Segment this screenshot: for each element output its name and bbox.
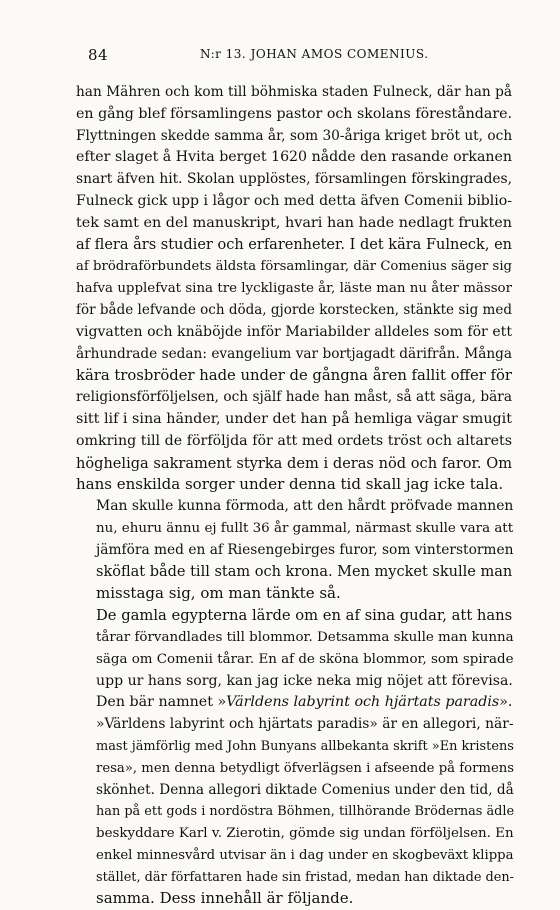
text-line: skönhet. Denna allegori diktade Comenius under den tid, då: [96, 781, 514, 798]
text-line: Man skulle kunna förmoda, att den hårdt pröfvade mannen: [96, 498, 514, 515]
text-line: af flera års studier och erfarenheter. I det kära Fulneck, en: [76, 236, 512, 253]
text-line: efter slaget å Hvita berget 1620 nådde den rasande orkanen: [76, 149, 512, 166]
text-line: tårar förvandlades till blommor. Detsamma skulle man kunna: [96, 629, 514, 645]
text-line: snart äfven hit. Skolan upplöstes, församlingen förskingrades,: [76, 171, 512, 188]
text-line: sitt lif i sina händer, under det han på hemliga vägar smugit: [76, 410, 512, 427]
text-line: århundrade sedan: evangelium var bortjagadt därifrån. Många: [76, 345, 512, 362]
body-text: [76, 82, 515, 910]
text-line: »Världens labyrint och hjärtats paradis» är en allegori, när-: [96, 716, 514, 733]
text-line: af brödraförbundets äldsta församlingar, där Comenius säger sig: [76, 259, 512, 275]
text-line: beskyddare Karl v. Zierotin, gömde sig undan förföljelsen. En: [96, 826, 514, 842]
text-line: resa», men denna betydligt öfverlägsen i afseende på formens: [96, 760, 515, 776]
text-line: samma. Dess innehåll är följande.: [96, 889, 354, 908]
text-line: hans enskilda sorger under denna tid skall jag icke tala.: [76, 475, 504, 494]
text-line: upp ur hans sorg, kan jag icke neka mig nöjet att förevisa.: [96, 672, 513, 689]
text-line: misstaga sig, om man tänkte så.: [96, 584, 341, 603]
text-line: Fulneck gick upp i lågor och med detta äfven Comenii biblio-: [76, 192, 512, 209]
text-line: tek samt en del manuskript, hvari han hade nedlagt frukten: [76, 214, 512, 231]
book-title-italic: Världens labyrint och hjärtats paradis: [226, 694, 500, 711]
text-line: omkring till de förföljda för att med ordets tröst och altarets: [76, 432, 512, 449]
text-line: vigvatten och knäböjde inför Mariabilder alldeles som för ett: [76, 323, 512, 340]
text-line: säga om Comenii tårar. En af de sköna blommor, som spirade: [96, 651, 514, 667]
page-header: [88, 46, 498, 66]
text-line: högheliga sakrament styrka dem i deras nöd och faror. Om: [76, 454, 512, 472]
paragraph-4: [76, 714, 515, 910]
text-line: mast jämförlig med John Bunyans allbekanta skrift »En kristens: [96, 738, 514, 754]
text-line: hafva upplefvat sina tre lyckligaste år, läste man nu åter mässor: [76, 281, 512, 297]
text-line: De gamla egypterna lärde om en af sina gudar, att hans: [96, 607, 513, 625]
text-line: enkel minnesvård utvisar än i dag under en skogbeväxt klippa: [96, 847, 514, 863]
text-line: kära trosbröder hade under de gångna åren fallit offer för: [76, 367, 512, 385]
text-segment: Den bär namnet »: [96, 694, 227, 711]
text-line: sköflat både till stam och krona. Men mycket skulle man: [96, 563, 513, 580]
text-line: [76, 692, 512, 714]
page-number: 84: [88, 46, 109, 64]
running-head: N:r 13. JOHAN AMOS COMENIUS.: [200, 47, 429, 61]
text-line: för både lefvande och döda, gjorde korstecken, stänkte sig med: [76, 301, 512, 318]
text-line: stället, där författaren hade sin fristad, medan han diktade den-: [96, 869, 515, 885]
text-line: Flyttningen skedde samma år, som 30-åriga kriget bröt ut, och: [76, 127, 513, 144]
paragraph-3: [76, 605, 512, 714]
text-segment: ».: [499, 694, 513, 711]
text-line: jämföra med en af Riesengebirges furor, som vinterstormen: [96, 541, 514, 558]
paragraph-1: [76, 82, 512, 496]
text-line: nu, ehuru ännu ej fullt 36 år gammal, närmast skulle vara att: [96, 520, 514, 536]
text-line: han Mähren och kom till böhmiska staden Fulneck, där han på: [76, 84, 512, 100]
text-line: en gång blef församlingens pastor och skolans föreståndare.: [76, 105, 512, 122]
paragraph-2: [76, 496, 512, 605]
text-line: religionsförföljelsen, och själf hade han måst, så att säga, bära: [76, 389, 512, 406]
text-line: han på ett gods i nordöstra Böhmen, tillhörande Brödernas ädle: [96, 804, 515, 820]
